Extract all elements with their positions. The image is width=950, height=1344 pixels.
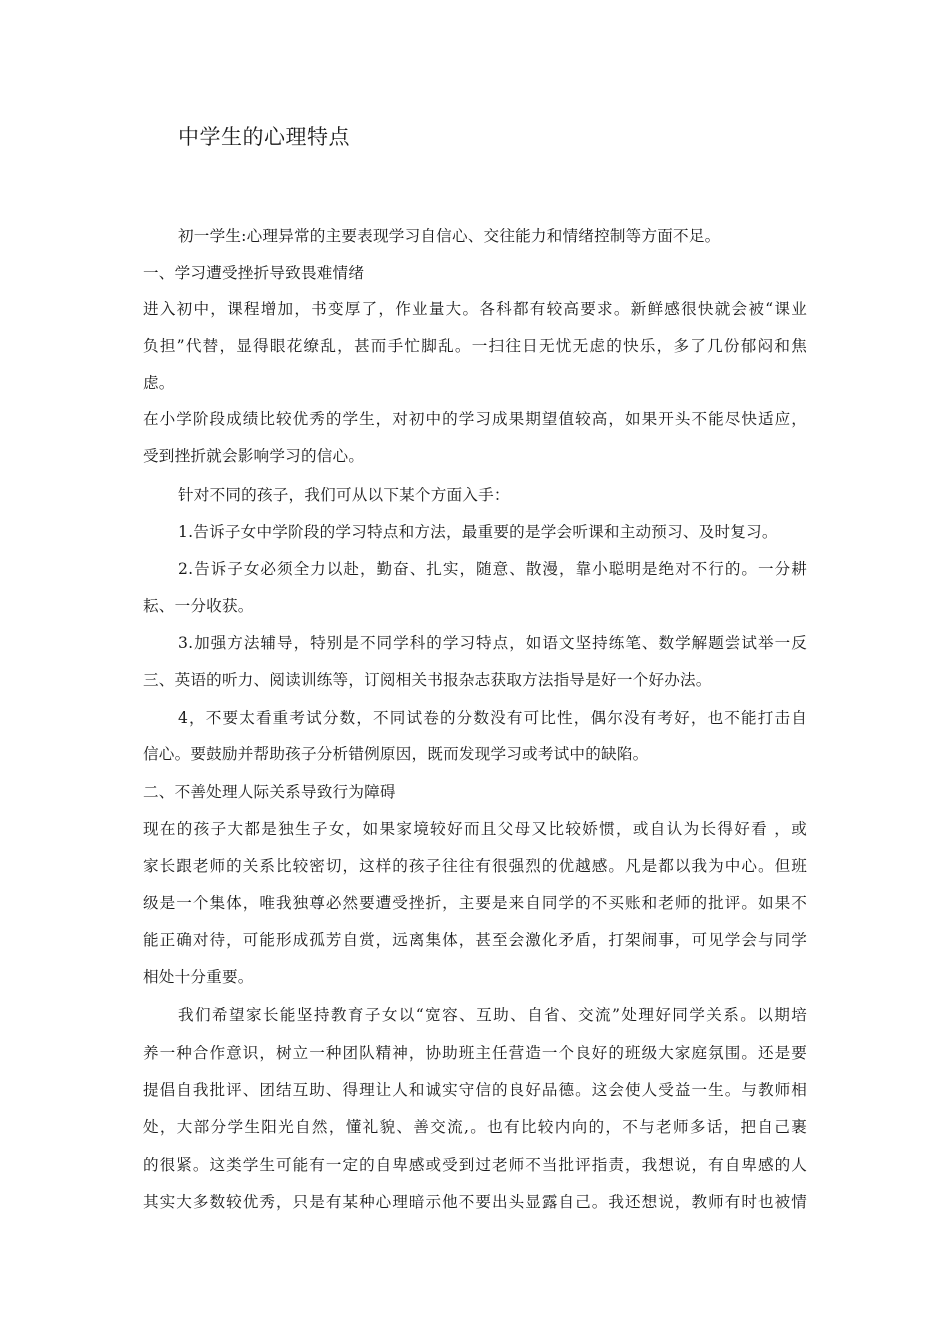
paragraph-line: 进入初中，课程增加，书变厚了，作业量大。各科都有较高要求。新鲜感很快就会被“课业 bbox=[143, 300, 807, 318]
paragraph-line: 针对不同的孩子，我们可从以下某个方面入手： bbox=[178, 486, 510, 504]
paragraph-line: 初一学生:心理异常的主要表现学习自信心、交往能力和情绪控制等方面不足。 bbox=[178, 227, 721, 245]
paragraph-line: 其实大多数较优秀，只是有某种心理暗示他不要出头显露自己。我还想说，教师有时也被情 bbox=[143, 1193, 807, 1211]
paragraph-line: 负担”代替，显得眼花缭乱，甚而手忙脚乱。一扫往日无忧无虑的快乐，多了几份郁闷和焦 bbox=[143, 337, 807, 355]
section-heading: 一、学习遭受挫折导致畏难情绪 bbox=[143, 264, 365, 282]
list-item: 4，不要太看重考试分数，不同试卷的分数没有可比性，偶尔没有考好，也不能打击自 bbox=[178, 709, 807, 727]
section-heading: 二、不善处理人际关系导致行为障碍 bbox=[143, 783, 396, 801]
list-item: 1.告诉子女中学阶段的学习特点和方法，最重要的是学会听课和主动预习、及时复习。 bbox=[178, 523, 778, 541]
list-item-continuation: 信心。要鼓励并帮助孩子分析错例原因，既而发现学习或考试中的缺陷。 bbox=[143, 745, 649, 763]
paragraph-line: 的很紧。这类学生可能有一定的自卑感或受到过老师不当批评指责，我想说，有自卑感的人 bbox=[143, 1156, 807, 1174]
list-item: 3.加强方法辅导，特别是不同学科的学习特点，如语文坚持练笔、数学解题尝试举一反 bbox=[178, 634, 807, 652]
paragraph-line: 提倡自我批评、团结互助、得理让人和诚实守信的良好品德。这会使人受益一生。与教师相 bbox=[143, 1081, 807, 1099]
paragraph-line: 受到挫折就会影响学习的信心。 bbox=[143, 447, 365, 465]
paragraph-line: 虑。 bbox=[143, 374, 175, 392]
paragraph-line: 在小学阶段成绩比较优秀的学生，对初中的学习成果期望值较高，如果开头不能尽快适应， bbox=[143, 410, 807, 428]
list-item: 2.告诉子女必须全力以赴，勤奋、扎实，随意、散漫，靠小聪明是绝对不行的。一分耕 bbox=[178, 560, 807, 578]
paragraph-line: 相处十分重要。 bbox=[143, 968, 254, 986]
paragraph-line: 现在的孩子大都是独生子女，如果家境较好而且父母又比较娇惯，或自认为长得好看 ，或 bbox=[143, 820, 807, 838]
document-title: 中学生的心理特点 bbox=[178, 125, 350, 149]
paragraph-line: 能正确对待，可能形成孤芳自赏，远离集体，甚至会激化矛盾，打架闹事，可见学会与同学 bbox=[143, 931, 807, 949]
list-item-continuation: 三、英语的听力、阅读训练等，订阅相关书报杂志获取方法指导是好一个好办法。 bbox=[143, 671, 712, 689]
paragraph-line: 养一种合作意识，树立一种团队精神，协助班主任营造一个良好的班级大家庭氛围。还是要 bbox=[143, 1044, 807, 1062]
paragraph-line: 处，大部分学生阳光自然，懂礼貌、善交流,。也有比较内向的，不与老师多话，把自己裹 bbox=[143, 1118, 807, 1136]
paragraph-line: 家长跟老师的关系比较密切，这样的孩子往往有很强烈的优越感。凡是都以我为中心。但班 bbox=[143, 857, 807, 875]
paragraph-line: 我们希望家长能坚持教育子女以“宽容、互助、自省、交流”处理好同学关系。以期培 bbox=[178, 1006, 807, 1024]
list-item-continuation: 耘、一分收获。 bbox=[143, 597, 254, 615]
paragraph-line: 级是一个集体，唯我独尊必然要遭受挫折，主要是来自同学的不买账和老师的批评。如果不 bbox=[143, 894, 807, 912]
